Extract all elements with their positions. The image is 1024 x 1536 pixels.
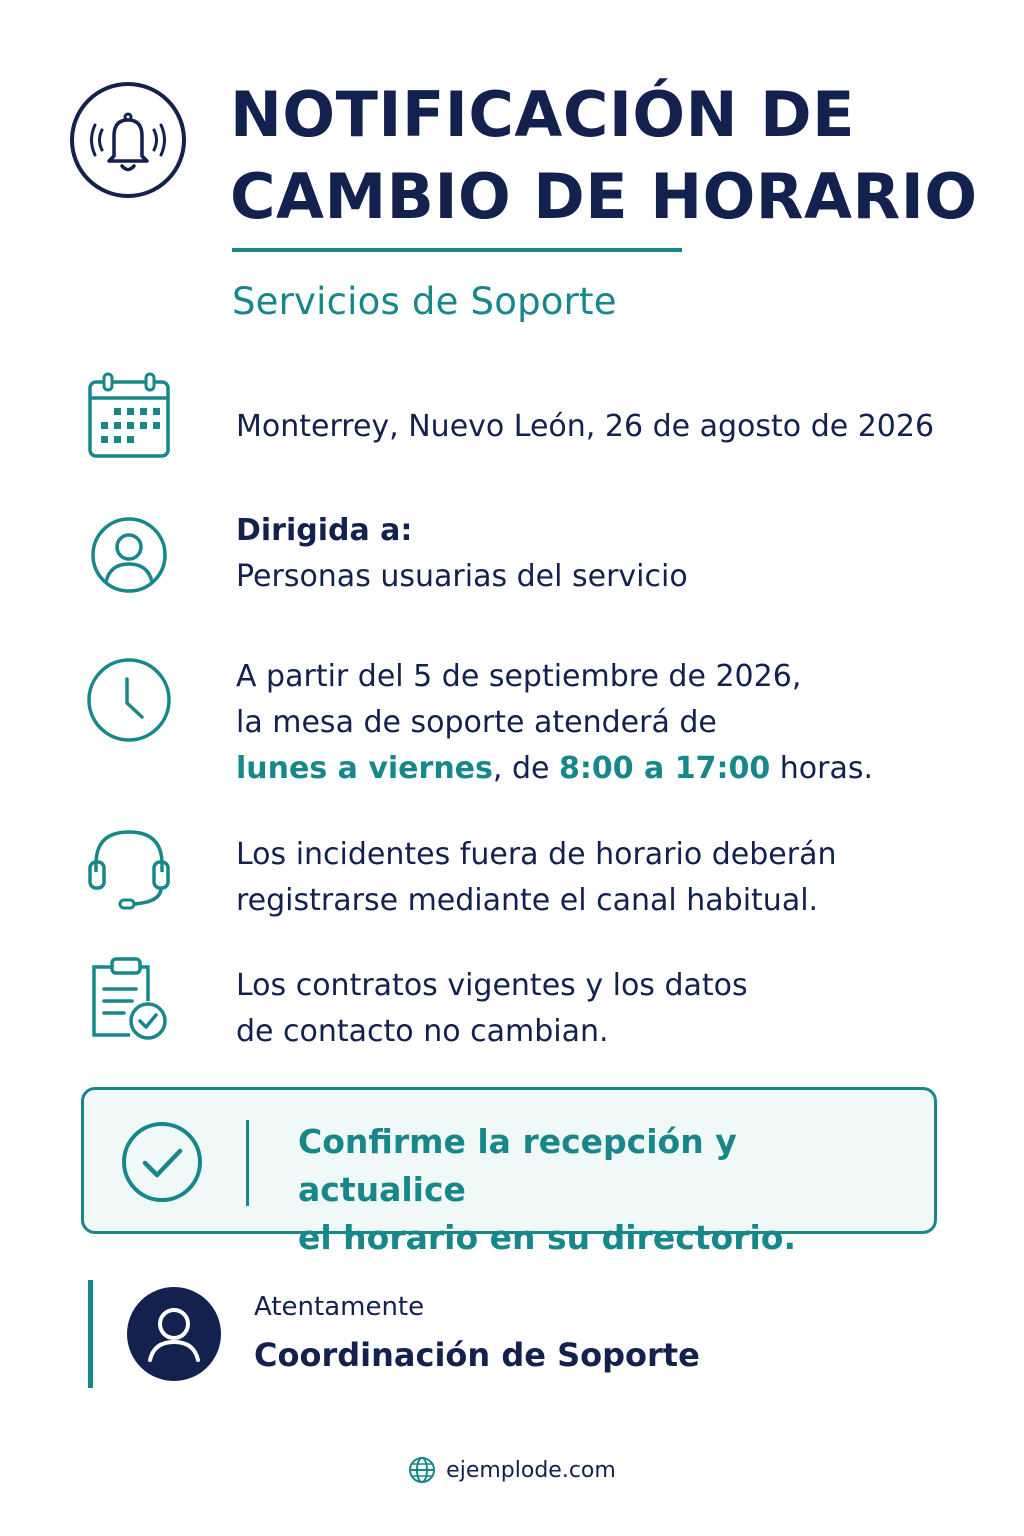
audience-block	[236, 508, 688, 600]
callout-divider	[246, 1120, 249, 1206]
calendar-icon	[84, 370, 174, 460]
contracts-line-2: de contacto no cambian.	[236, 1014, 609, 1049]
avatar-icon	[126, 1286, 222, 1382]
check-circle-icon	[120, 1120, 204, 1204]
signature-closing: Atentamente	[254, 1292, 425, 1322]
schedule-end: horas.	[770, 751, 874, 786]
globe-icon	[408, 1456, 436, 1484]
schedule-line-1: A partir del 5 de septiembre de 2026,	[236, 659, 802, 694]
incidents-line-2: registrarse mediante el canal habitual.	[236, 883, 819, 918]
contracts-line-1: Los contratos vigentes y los datos	[236, 968, 748, 1003]
contracts-block	[236, 963, 748, 1055]
title-line-2: CAMBIO DE HORARIO	[230, 160, 978, 233]
schedule-block	[236, 654, 873, 792]
page-title	[230, 74, 1010, 238]
callout-line-2: el horario en su directorio.	[298, 1218, 797, 1257]
callout-line-1: Confirme la recepción y actualice	[298, 1122, 737, 1209]
schedule-line-2: la mesa de soporte atenderá de	[236, 705, 717, 740]
schedule-sep: , de	[492, 751, 559, 786]
title-divider	[232, 248, 682, 252]
callout-text	[298, 1118, 898, 1262]
schedule-days: lunes a viernes	[236, 751, 493, 786]
clock-icon	[84, 655, 174, 745]
subtitle: Servicios de Soporte	[232, 280, 617, 323]
incidents-line-1: Los incidentes fuera de horario deberán	[236, 837, 837, 872]
audience-label: Dirigida a:	[236, 513, 413, 548]
website-link[interactable]: ejemplode.com	[446, 1457, 616, 1483]
user-icon	[84, 510, 174, 600]
footer	[0, 1456, 1024, 1490]
headset-icon	[84, 826, 174, 916]
schedule-line-3	[236, 746, 873, 792]
title-line-1: NOTIFICACIÓN DE	[230, 78, 855, 151]
date-location: Monterrey, Nuevo León, 26 de agosto de 2026	[236, 409, 935, 444]
incidents-block	[236, 832, 836, 924]
signature-accent-bar	[88, 1280, 93, 1388]
clipboard-check-icon	[84, 955, 174, 1045]
audience-text: Personas usuarias del servicio	[236, 559, 688, 594]
signature-name: Coordinación de Soporte	[254, 1336, 700, 1374]
bell-icon	[68, 80, 188, 200]
schedule-hours: 8:00 a 17:00	[558, 751, 771, 786]
